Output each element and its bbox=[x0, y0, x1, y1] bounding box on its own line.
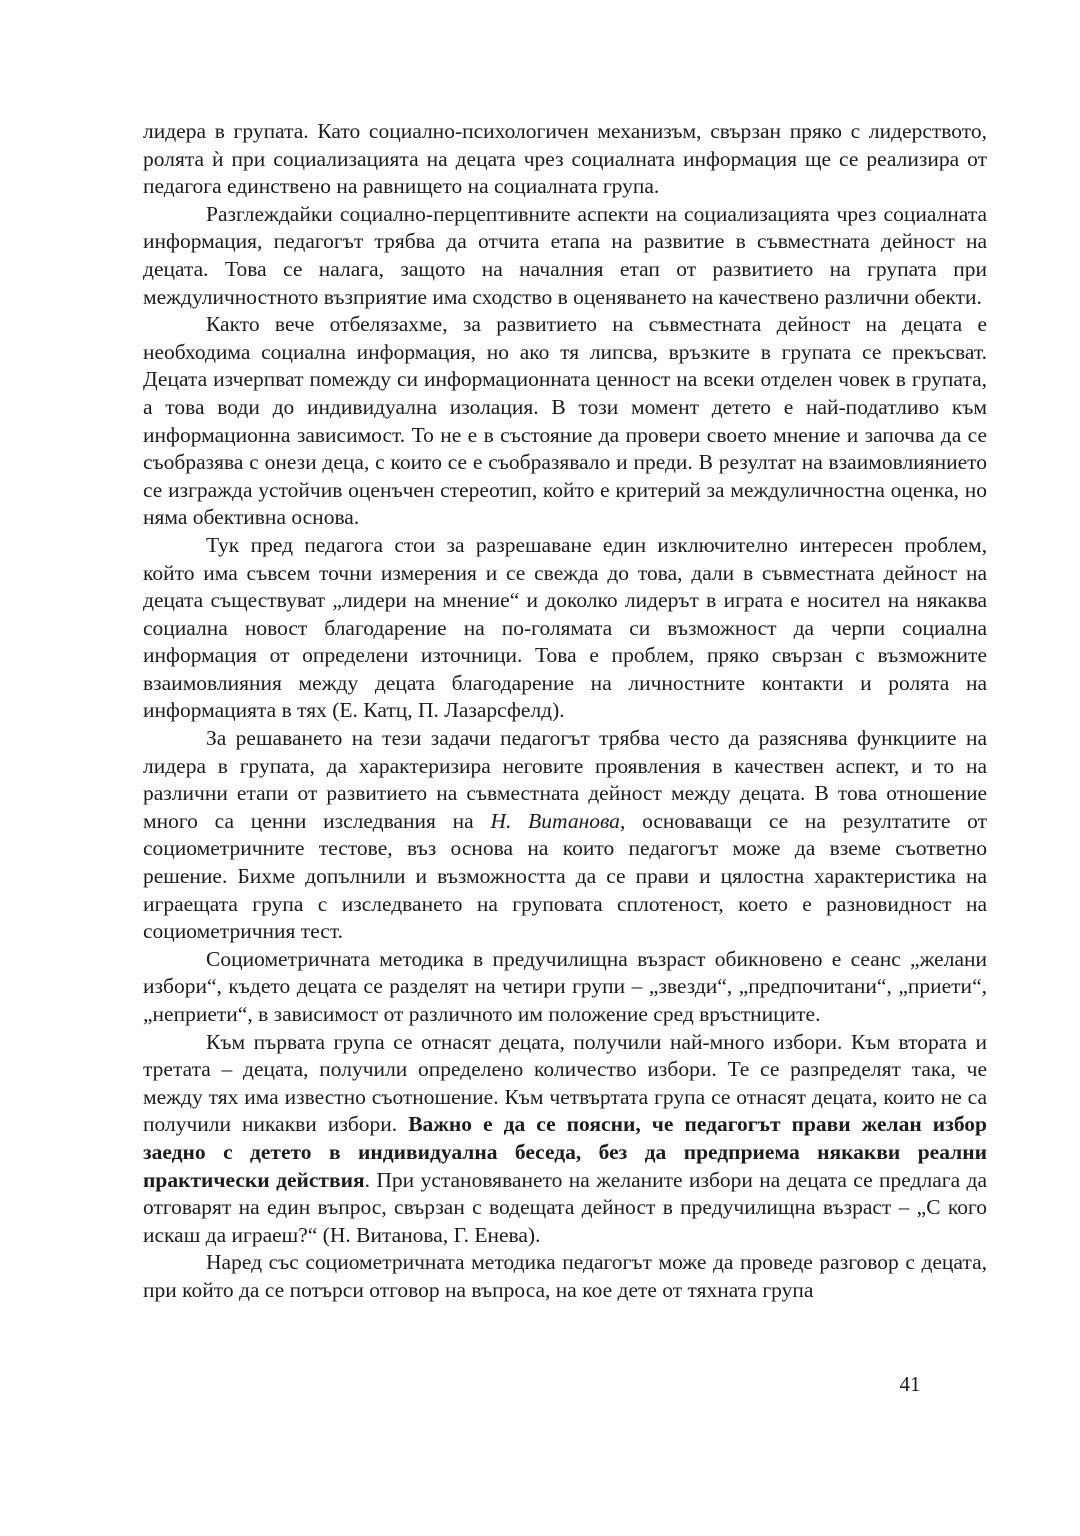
paragraph-6 bbox=[143, 946, 987, 1029]
paragraph-2-text: Разглеждайки социално-перцептивните аспекти на социализацията чрез социалната информация, педагогът трябва да отчита етапа на развитие в съвместната дейност на децата. Това се налага, защото на началния етап от развитието на групата при междуличностното възприятие има сходство в оценяването на качествено различни обекти. bbox=[143, 201, 987, 309]
page-number: 41 bbox=[899, 1372, 921, 1396]
paragraph-5-text-b: , основаващи се на резултатите от социометричните тестове, въз основа на които педагогът може да вземе съответно решение. Бихме допълнили и възможността да се прави и цялостна характеристика на играещата група с изследването на груповата сплотеност, което е разновидност на социометричния тест. bbox=[143, 808, 987, 944]
paragraph-2 bbox=[143, 201, 987, 311]
paragraph-1-text: лидера в групата. Като социално-психологичен механизъм, свързан пряко с лидерството, ролята ѝ при социализацията на децата чрез социалната информация ще се реализира от педагога единствено на равнището на социалната група. bbox=[143, 119, 987, 199]
paragraph-8 bbox=[143, 1249, 987, 1304]
paragraph-6-text: Социометричната методика в предучилищна възраст обикновено е сеанс „желани избори“, където децата се разделят на четири групи – „звезди“, „предпочитани“, „приети“, „неприети“, в зависимост от различното им положение сред връстниците. bbox=[143, 946, 987, 1026]
paragraph-8-text: Наред със социометричната методика педагогът може да проведе разговор с децата, при който да се потърси отговор на въпроса, на кое дете от тяхната група bbox=[143, 1250, 987, 1302]
paragraph-4 bbox=[143, 532, 987, 725]
paragraph-3 bbox=[143, 311, 987, 532]
paragraph-1 bbox=[143, 118, 987, 201]
body-text bbox=[143, 118, 987, 1305]
paragraph-7-text-b: . При установяването на желаните избори на децата се предлага да отговарят на един въпрос, свързан с водещата дейност в предучилищна възраст – „С кого искаш да играеш?“ (Н. Витанова, Г. Енева). bbox=[143, 1167, 987, 1247]
paragraph-7-bold-emphasis: Важно е да се поясни, че педагогът прави желан избор заедно с детето в индивидуална беседа, без да предприема някакви реални практически действия bbox=[143, 1112, 987, 1192]
paragraph-7 bbox=[143, 1029, 987, 1250]
paragraph-3-text: Както вече отбелязахме, за развитието на съвместната дейност на децата е необходима социална информация, но ако тя липсва, връзките в групата се прекъсват. Децата изчерпват помежду си информационната ценност на всеки отделен човек в групата, а това води до индивидуална изолация. В този момент детето е най-податливо към информационна зависимост. То не е в състояние да провери своето мнение и започва да се съобразява с онези деца, с които се е съобразявало и преди. В резултат на взаимовлиянието се изгражда устойчив оценъчен стереотип, който е критерий за междуличностна оценка, но няма обективна основа. bbox=[143, 312, 987, 530]
paragraph-7-text-a: Към първата група се отнасят децата, получили най-много избори. Към втората и третата – децата, получили определено количество избори. Те се разпределят така, че между тях има известно съотношение. Към четвъртата група се отнасят децата, които не са получили никакви избори. bbox=[143, 1029, 987, 1137]
paragraph-5-italic-author: Н. Витанова bbox=[490, 808, 620, 833]
paragraph-5 bbox=[143, 725, 987, 946]
paragraph-4-text: Тук пред педагога стои за разрешаване един изключително интересен проблем, който има съвсем точни измерения и се свежда до това, дали в съвместната дейност на децата съществуват „лидери на мнение“ и доколко лидерът в играта е носител на някаква социална новост благодарение на по-голямата си възможност да черпи социална информация от определени източници. Това е проблем, пряко свързан с възможните взаимовлияния между децата благодарение на личностните контакти и ролята на информацията в тях (Е. Катц, П. Лазарсфелд). bbox=[143, 532, 987, 723]
paragraph-5-text-a: За решаването на тези задачи педагогът трябва често да разяснява функциите на лидера в групата, да характеризира неговите проявления в качествен аспект, и то на различни етапи от развитието на съвместната дейност между децата. В това отношение много са ценни изследвания на bbox=[143, 726, 987, 833]
